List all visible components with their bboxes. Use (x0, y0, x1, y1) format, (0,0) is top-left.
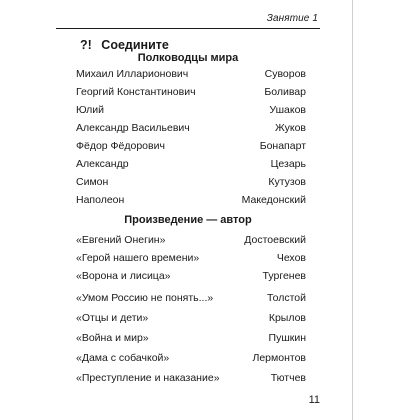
author-name: Толстой (267, 292, 306, 304)
work-title: «Преступление и наказание» (76, 372, 220, 384)
work-title: «Отцы и дети» (76, 312, 149, 324)
match-row (76, 290, 306, 306)
task-title (80, 38, 169, 52)
surname: Бонапарт (259, 140, 306, 152)
match-row (76, 156, 306, 172)
first-name: Наполеон (76, 194, 125, 206)
work-title: «Дама с собачкой» (76, 352, 170, 364)
lesson-label: Занятие 1 (266, 13, 318, 24)
first-name: Юлий (76, 104, 104, 116)
page-number: 11 (308, 394, 320, 406)
match-row (76, 232, 306, 248)
match-row (76, 66, 306, 82)
author-name: Тютчев (270, 372, 306, 384)
surname: Цезарь (270, 158, 306, 170)
surname: Кутузов (268, 176, 306, 188)
work-title: «Война и мир» (76, 332, 149, 344)
match-row (76, 350, 306, 366)
surname: Македонский (241, 194, 306, 206)
surname: Боливар (264, 86, 306, 98)
work-title: «Герой нашего времени» (76, 252, 200, 264)
surname: Суворов (264, 68, 306, 80)
first-name: Георгий Константинович (76, 86, 196, 98)
author-name: Лермонтов (252, 352, 306, 364)
match-row (76, 102, 306, 118)
author-name: Пушкин (268, 332, 306, 344)
match-row (76, 268, 306, 284)
first-name: Симон (76, 176, 109, 188)
match-row (76, 370, 306, 386)
author-name: Крылов (268, 312, 306, 324)
section-heading-works-authors: Произведение — автор (124, 214, 252, 226)
match-row (76, 310, 306, 326)
page-edge-divider (352, 0, 353, 420)
work-title: «Ворона и лисица» (76, 270, 171, 282)
match-row (76, 192, 306, 208)
work-title: «Евгений Онегин» (76, 234, 166, 246)
author-name: Достоевский (244, 234, 306, 246)
task-marker: ?! (80, 38, 92, 52)
first-name: Михаил Илларионович (76, 68, 189, 80)
surname: Жуков (275, 122, 306, 134)
match-row (76, 174, 306, 190)
first-name: Александр Васильевич (76, 122, 190, 134)
task-title-text: Соедините (101, 38, 169, 52)
work-title: «Умом Россию не понять...» (76, 292, 214, 304)
first-name: Александр (76, 158, 129, 170)
match-row (76, 84, 306, 100)
author-name: Тургенев (262, 270, 306, 282)
author-name: Чехов (276, 252, 306, 264)
match-row (76, 250, 306, 266)
match-row (76, 120, 306, 136)
surname: Ушаков (269, 104, 306, 116)
first-name: Фёдор Фёдорович (76, 140, 165, 152)
running-header (56, 12, 320, 29)
match-row (76, 330, 306, 346)
match-row (76, 138, 306, 154)
section-heading-commanders: Полководцы мира (137, 52, 239, 64)
